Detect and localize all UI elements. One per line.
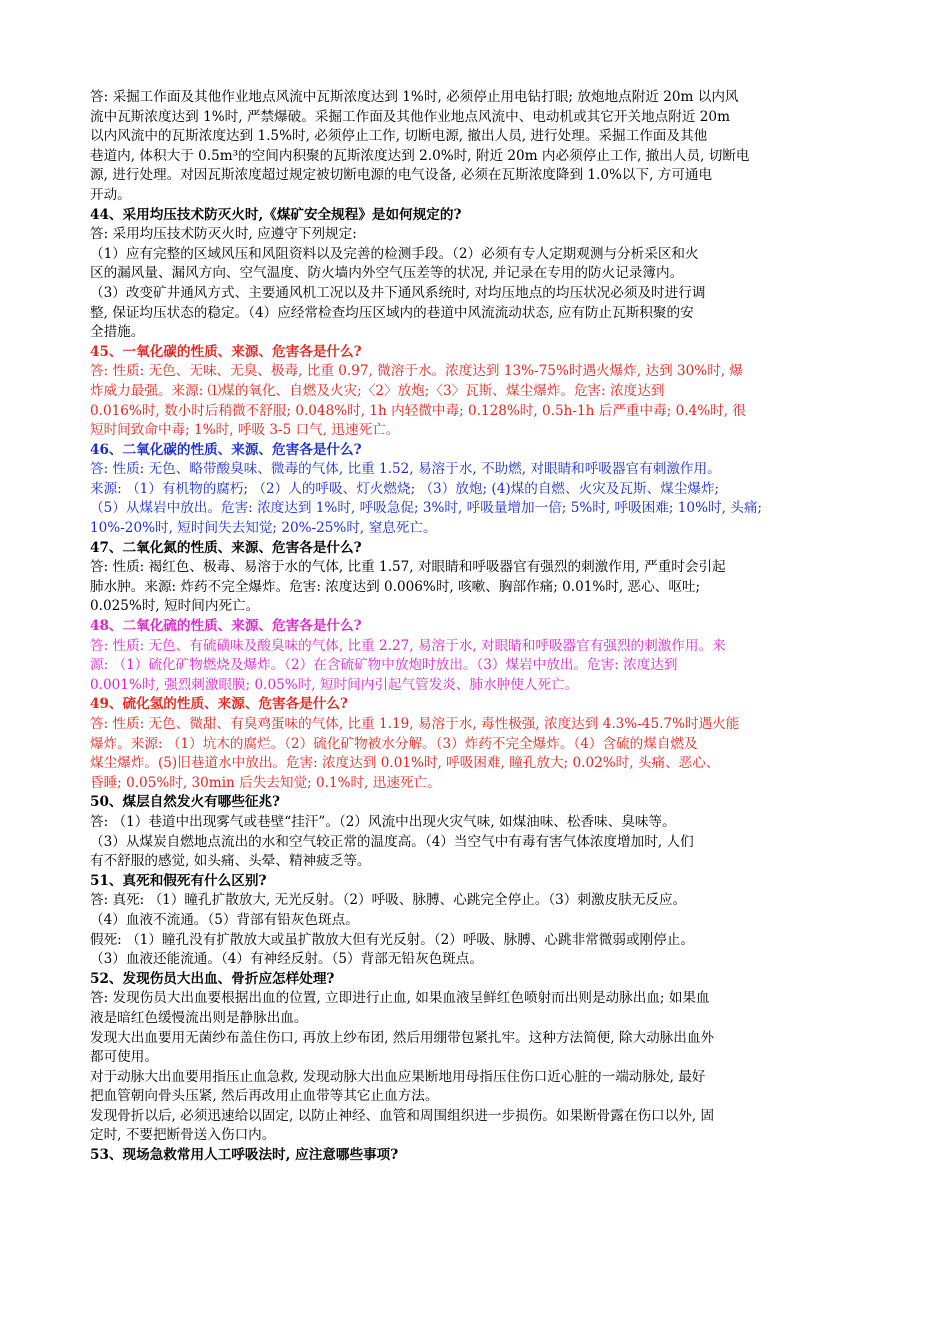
answer-line: 0.016%时, 数小时后稍微不舒服; 0.048%时, 1h 内轻微中毒; 0.128%时, 0.5h-1h 后严重中毒; 0.4%时, 很 [90, 402, 746, 419]
answer-line: 短时间致命中毒; 1%时, 呼吸 3-5 口气, 迅速死亡。 [90, 422, 400, 439]
answer-line: （3）从煤炭自燃地点流出的水和空气较正常的温度高。（4）当空气中有毒有害气体浓度增加时, 人们 [90, 833, 694, 850]
question-heading: 52、发现伤员大出血、骨折应怎样处理? [90, 970, 335, 987]
qa-section [90, 1146, 865, 1166]
answer-line: （3）改变矿井通风方式、主要通风机工况以及井下通风系统时, 对均压地点的均压状况必须及时进行调 [90, 284, 706, 301]
answer-line: 肺水肿。来源: 炸药不完全爆炸。危害: 浓度达到 0.006%时, 咳嗽、胸部作痛; 0.01%时, 恶心、呕吐; [90, 578, 701, 595]
qa-section [90, 441, 865, 539]
answer-line: （4）血液不流通。（5）背部有铅灰色斑点。 [90, 911, 359, 928]
question-heading: 44、采用均压技术防灭火时,《煤矿安全规程》是如何规定的? [90, 206, 462, 223]
answer-line: （3）血液还能流通。（4）有神经反射。（5）背部无铅灰色斑点。 [90, 951, 483, 968]
answer-line: 巷道内, 体积大于 0.5m³的空间内积聚的瓦斯浓度达到 2.0%时, 附近 20m 内必须停止工作, 撤出人员, 切断电 [90, 147, 750, 164]
question-heading: 45、一氧化碳的性质、来源、危害各是什么? [90, 343, 362, 360]
answer-line: 10%-20%时, 短时间失去知觉; 20%-25%时, 窒息死亡。 [90, 520, 437, 537]
answer-line: 全措施。 [90, 324, 145, 341]
qa-section [90, 343, 865, 441]
question-heading: 48、二氧化硫的性质、来源、危害各是什么? [90, 618, 362, 635]
question-heading: 47、二氧化氮的性质、来源、危害各是什么? [90, 539, 362, 556]
answer-line: 定时, 不要把断骨送入伤口内。 [90, 1127, 276, 1144]
answer-line: 开动。 [90, 186, 131, 203]
answer-line: 炸威力最强。来源: ⑴煤的氧化、自燃及火灾;〈2〉放炮;〈3〉瓦斯、煤尘爆炸。危害: 浓度达到 [90, 382, 665, 399]
qa-section [90, 539, 865, 617]
answer-line: 把血管朝向骨头压紧, 然后再改用止血带等其它止血方法。 [90, 1088, 439, 1105]
answer-line: 煤尘爆炸。(5)旧巷道水中放出。危害: 浓度达到 0.01%时, 呼吸困难, 瞳孔放大; 0.02%时, 头痛、恶心、 [90, 755, 720, 772]
document-page [90, 88, 865, 1166]
answer-line: 答: （1）巷道中出现雾气或巷壁“挂汗”。（2）风流中出现火灾气味, 如煤油味、松香味、臭味等。 [90, 813, 676, 830]
answer-line: 发现骨折以后, 必须迅速给以固定, 以防止神经、血管和周围组织进一步损伤。如果断骨露在伤口以外, 固 [90, 1107, 715, 1124]
answer-line: 整, 保证均压状态的稳定。（4）应经常检查均压区域内的巷道中风流流动状态, 应有防止瓦斯积聚的安 [90, 304, 694, 321]
question-heading: 49、硫化氢的性质、来源、危害各是什么? [90, 696, 348, 713]
answer-line: 假死: （1）瞳孔没有扩散放大或虽扩散放大但有光反射。（2）呼吸、脉膊、心跳非常微弱或刚停止。 [90, 931, 694, 948]
answer-line: 液是暗红色缓慢流出则是静脉出血。 [90, 1009, 308, 1026]
answer-line: 流中瓦斯浓度达到 1%时, 严禁爆破。采掘工作面及其他作业地点风流中、电动机或其它开关地点附近 20m [90, 108, 730, 125]
answer-line: 答: 采用均压技术防灭火时, 应遵守下列规定: [90, 226, 357, 243]
answer-line: 来源: （1）有机物的腐朽; （2）人的呼吸、灯火燃烧; （3）放炮; (4)煤的自燃、火灾及瓦斯、煤尘爆炸; [90, 480, 720, 497]
answer-line: 发现大出血要用无菌纱布盖住伤口, 再放上纱布团, 然后用绷带包紧扎牢。这种方法简便, 除大动脉出血外 [90, 1029, 715, 1046]
answer-line: 答: 性质: 无色、有硫磺味及酸臭味的气体, 比重 2.27, 易溶于水, 对眼睛和呼吸器官有强烈的刺激作用。来 [90, 637, 726, 654]
answer-line: 爆炸。来源: （1）坑木的腐烂。（2）硫化矿物被水分解。（3）炸药不完全爆炸。（4）含硫的煤自燃及 [90, 735, 698, 752]
question-heading: 51、真死和假死有什么区别? [90, 872, 267, 889]
answer-line: 源: （1）硫化矿物燃烧及爆炸。（2）在含硫矿物中放炮时放出。（3）煤岩中放出。危害: 浓度达到 [90, 657, 678, 674]
answer-line: （5）从煤岩中放出。危害: 浓度达到 1%时, 呼吸急促; 3%时, 呼吸量增加一倍; 5%时, 呼吸困难; 10%时, 头痛; [90, 500, 763, 517]
answer-line: 答: 性质: 无色、微甜、有臭鸡蛋味的气体, 比重 1.19, 易溶于水, 毒性极强, 浓度达到 4.3%-45.7%时遇火能 [90, 716, 740, 732]
answer-line: 以内风流中的瓦斯浓度达到 1.5%时, 必须停止工作, 切断电源, 撤出人员, 进行处理。采掘工作面及其他 [90, 128, 708, 145]
question-heading: 50、煤层自然发火有哪些征兆? [90, 794, 281, 811]
answer-line: （1）应有完整的区域风压和风阻资料以及完善的检测手段。（2）必须有专人定期观测与分析采区和火 [90, 245, 699, 262]
answer-line: 源, 进行处理。对因瓦斯浓度超过规定被切断电源的电气设备, 必须在瓦斯浓度降到 1.0%以下, 方可通电 [90, 167, 713, 184]
answer-line: 答: 发现伤员大出血要根据出血的位置, 立即进行止血, 如果血液呈鲜红色喷射而出则是动脉出血; 如果血 [90, 990, 710, 1007]
answer-line: 答: 真死: （1）瞳孔扩散放大, 无光反射。（2）呼吸、脉膊、心跳完全停止。（3）刺激皮肤无反应。 [90, 892, 687, 909]
answer-line: 都可使用。 [90, 1049, 158, 1066]
answer-line: 0.001%时, 强烈刺激眼膜; 0.05%时, 短时间内引起气管发炎、肺水肿使人死亡。 [90, 676, 579, 693]
answer-line: 0.025%时, 短时间内死亡。 [90, 598, 260, 615]
answer-line: 答: 采掘工作面及其他作业地点风流中瓦斯浓度达到 1%时, 必须停止用电钻打眼; 放炮地点附近 20m 以内风 [90, 89, 739, 105]
question-heading: 53、现场急救常用人工呼吸法时, 应注意哪些事项? [90, 1147, 399, 1164]
answer-line: 答: 性质: 褐红色、极毒、易溶于水的气体, 比重 1.57, 对眼睛和呼吸器官有强烈的刺激作用, 严重时会引起 [90, 559, 726, 576]
qa-section [90, 872, 865, 970]
answer-line: 昏睡; 0.05%时, 30min 后失去知觉; 0.1%时, 迅速死亡。 [90, 774, 441, 791]
qa-section [90, 206, 865, 343]
qa-section [90, 970, 865, 1146]
answer-line: 对于动脉大出血要用指压止血急救, 发现动脉大出血应果断地用母指压住伤口近心脏的一端动脉处, 最好 [90, 1068, 706, 1085]
answer-line: 答: 性质: 无色、略带酸臭味、微毒的气体, 比重 1.52, 易溶于水, 不助燃, 对眼睛和呼吸器官有刺激作用。 [90, 461, 721, 478]
answer-line: 有不舒服的感觉, 如头痛、头晕、精神疲乏等。 [90, 853, 371, 870]
qa-section [90, 695, 865, 793]
answer-line: 答: 性质: 无色、无味、无臭、极毒, 比重 0.97, 微溶于水。浓度达到 13%-75%时遇火爆炸, 达到 30%时, 爆 [90, 363, 744, 380]
qa-section [90, 617, 865, 695]
qa-section [90, 88, 865, 206]
qa-section [90, 793, 865, 871]
question-heading: 46、二氧化碳的性质、来源、危害各是什么? [90, 441, 362, 458]
answer-line: 区的漏风量、漏风方向、空气温度、防火墙内外空气压差等的状况, 并记录在专用的防火记录簿内。 [90, 265, 684, 282]
